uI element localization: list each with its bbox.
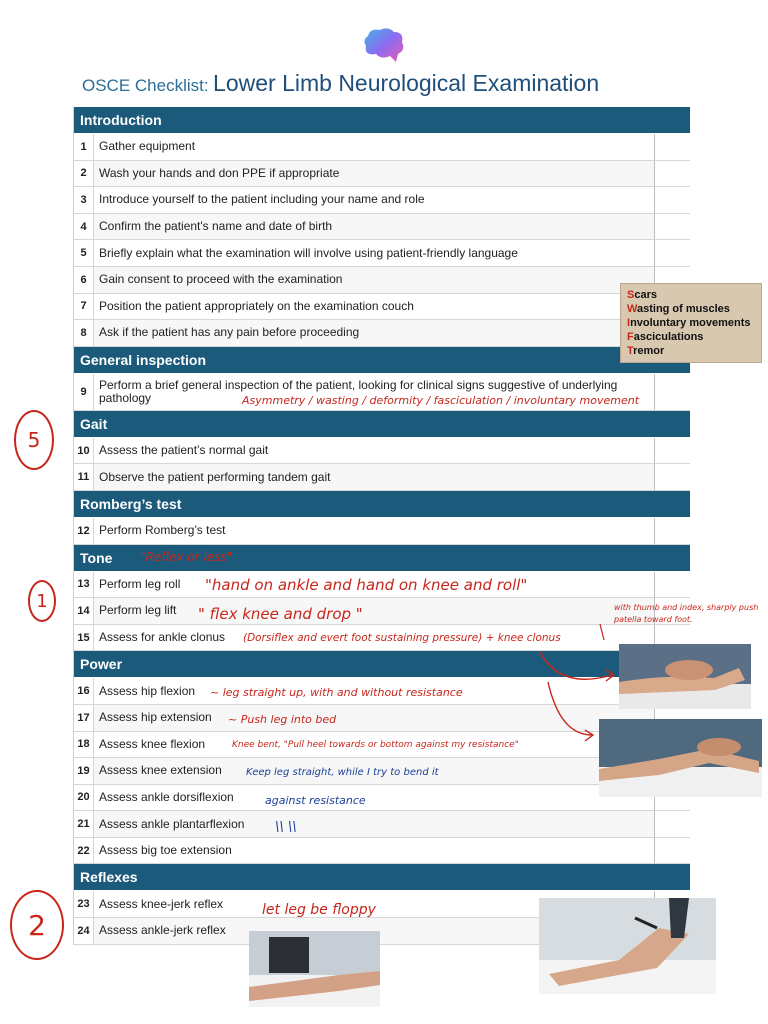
table-row <box>74 214 690 241</box>
item-text: Assess hip flexion <box>94 678 654 704</box>
note-general-inspection: Asymmetry / wasting / deformity / fasciculation / involuntary movement <box>242 394 640 407</box>
item-text: Position the patient appropriately on the examination couch <box>94 294 654 320</box>
section-romberg: Romberg’s test <box>74 491 690 518</box>
note-clonus: (Dorsiflex and evert foot sustaining pressure) + knee clonus <box>243 632 561 644</box>
item-number: 1 <box>74 134 94 160</box>
photo-knee-jerk <box>539 898 716 994</box>
checkbox-cell[interactable] <box>654 134 690 160</box>
note-hip-flexion: ~ leg straight up, with and without resistance <box>210 686 463 699</box>
swift-rest: cars <box>634 289 657 301</box>
checkbox-cell[interactable] <box>654 464 690 490</box>
section-power: Power <box>74 651 690 678</box>
checkbox-cell[interactable] <box>654 811 690 837</box>
section-gait: Gait <box>74 411 690 438</box>
item-text: Assess ankle plantarflexion <box>94 811 654 837</box>
swift-rest: remor <box>633 345 665 357</box>
note-knee-jerk: let leg be floppy <box>262 902 376 918</box>
table-row <box>74 161 690 188</box>
checkbox-cell[interactable] <box>654 161 690 187</box>
table-row <box>74 705 690 732</box>
item-text: Perform leg roll <box>94 572 654 598</box>
item-text: Assess knee-jerk reflex <box>94 891 654 917</box>
table-row <box>74 240 690 267</box>
item-text: Assess knee extension <box>94 758 654 784</box>
checkbox-cell[interactable] <box>654 240 690 266</box>
note-tone: "Reflex or less" <box>140 550 233 564</box>
item-text: Observe the patient performing tandem gait <box>94 464 654 490</box>
table-row <box>74 785 690 812</box>
item-number: 18 <box>74 732 94 758</box>
item-number: 23 <box>74 891 94 917</box>
table-row <box>74 438 690 465</box>
item-text: Assess ankle-jerk reflex <box>94 918 654 944</box>
note-dorsiflexion: against resistance <box>265 794 366 807</box>
item-number: 12 <box>74 518 94 544</box>
item-text: Wash your hands and don PPE if appropriate <box>94 161 654 187</box>
table-row <box>74 838 690 865</box>
checkbox-cell[interactable] <box>654 438 690 464</box>
swift-line: Tremor <box>627 345 665 357</box>
item-number: 5 <box>74 240 94 266</box>
item-number: 14 <box>74 598 94 624</box>
group-gait <box>74 438 690 491</box>
checkbox-cell[interactable] <box>654 374 690 410</box>
item-text: Introduce yourself to the patient including your name and role <box>94 187 654 213</box>
item-text: Perform a brief general inspection of the patient, looking for clinical signs suggestive of underlying pathology <box>94 374 654 410</box>
note-leg-roll: "hand on ankle and hand on knee and roll" <box>205 576 528 594</box>
item-number: 16 <box>74 678 94 704</box>
table-row <box>74 134 690 161</box>
note-leg-lift: " flex knee and drop " <box>198 605 363 623</box>
table-row <box>74 294 690 321</box>
note-knee-flexion: Knee bent, "Pull heel towards or bottom against my resistance" <box>232 740 519 750</box>
item-number: 3 <box>74 187 94 213</box>
table-row <box>74 267 690 294</box>
group-romberg <box>74 518 690 545</box>
swift-line: Fasciculations <box>627 331 704 343</box>
item-text: Assess big toe extension <box>94 838 654 864</box>
checklist-table <box>73 107 690 945</box>
item-text: Assess the patient’s normal gait <box>94 438 654 464</box>
item-text: Gain consent to proceed with the examination <box>94 267 654 293</box>
item-number: 11 <box>74 464 94 490</box>
note-plantarflexion: \\ \\ <box>275 820 297 835</box>
swift-line: Scars <box>627 289 657 301</box>
table-row <box>74 187 690 214</box>
item-text: Assess for ankle clonus <box>94 625 654 651</box>
table-row <box>74 811 690 838</box>
checkbox-cell[interactable] <box>654 214 690 240</box>
item-number: 6 <box>74 267 94 293</box>
item-number: 21 <box>74 811 94 837</box>
section-introduction: Introduction <box>74 107 690 134</box>
item-number: 10 <box>74 438 94 464</box>
item-text: Confirm the patient's name and date of birth <box>94 214 654 240</box>
item-number: 2 <box>74 161 94 187</box>
swift-rest: asciculations <box>633 331 704 343</box>
item-number: 17 <box>74 705 94 731</box>
table-row <box>74 320 690 347</box>
brain-logo-icon <box>360 26 408 66</box>
note-hip-extension: ~ Push leg into bed <box>228 713 337 726</box>
swift-rest: nvoluntary movements <box>630 317 751 329</box>
checkbox-cell[interactable] <box>654 572 690 598</box>
item-number: 4 <box>74 214 94 240</box>
item-text: Ask if the patient has any pain before proceeding <box>94 320 654 346</box>
swift-mnemonic-note <box>620 283 762 363</box>
swift-line: Involuntary movements <box>627 317 751 329</box>
circled-number-tone: 1 <box>28 580 56 622</box>
checkbox-cell[interactable] <box>654 187 690 213</box>
section-general-inspection: General inspection <box>74 347 690 374</box>
swift-line: Wasting of muscles <box>627 303 730 315</box>
section-reflexes: Reflexes <box>74 864 690 891</box>
item-text: Briefly explain what the examination will involve using patient-friendly language <box>94 240 654 266</box>
item-number: 8 <box>74 320 94 346</box>
note-clonus-side: with thumb and index, sharply push patella toward foot. <box>614 603 759 624</box>
checkbox-cell[interactable] <box>654 838 690 864</box>
item-text: Assess ankle dorsiflexion <box>94 785 654 811</box>
item-text: Gather equipment <box>94 134 654 160</box>
title-main: Lower Limb Neurological Examination <box>213 70 600 96</box>
table-row <box>74 598 690 625</box>
photo-ankle-jerk <box>249 931 380 1007</box>
table-row <box>74 518 690 545</box>
item-number: 19 <box>74 758 94 784</box>
item-text: Perform leg lift <box>94 598 654 624</box>
swift-rest: asting of muscles <box>636 303 730 315</box>
circled-number-gait: 5 <box>14 410 54 470</box>
item-text: Perform Romberg’s test <box>94 518 654 544</box>
item-number: 24 <box>74 918 94 944</box>
item-text: Assess knee flexion <box>94 732 654 758</box>
item-number: 20 <box>74 785 94 811</box>
item-text: Assess hip extension <box>94 705 654 731</box>
note-knee-extension: Keep leg straight, while I try to bend it <box>246 767 439 778</box>
photo-knee-flexion <box>599 719 762 797</box>
circled-number-reflexes: 2 <box>10 890 64 960</box>
page-title <box>82 70 702 97</box>
checkbox-cell[interactable] <box>654 518 690 544</box>
item-number: 9 <box>74 374 94 410</box>
title-prefix: OSCE Checklist: <box>82 76 209 95</box>
item-number: 7 <box>74 294 94 320</box>
photo-ankle-clonus <box>619 644 751 709</box>
item-number: 22 <box>74 838 94 864</box>
group-introduction <box>74 134 690 347</box>
table-row <box>74 464 690 491</box>
item-number: 15 <box>74 625 94 651</box>
section-tone: Tone <box>74 545 690 572</box>
item-number: 13 <box>74 572 94 598</box>
